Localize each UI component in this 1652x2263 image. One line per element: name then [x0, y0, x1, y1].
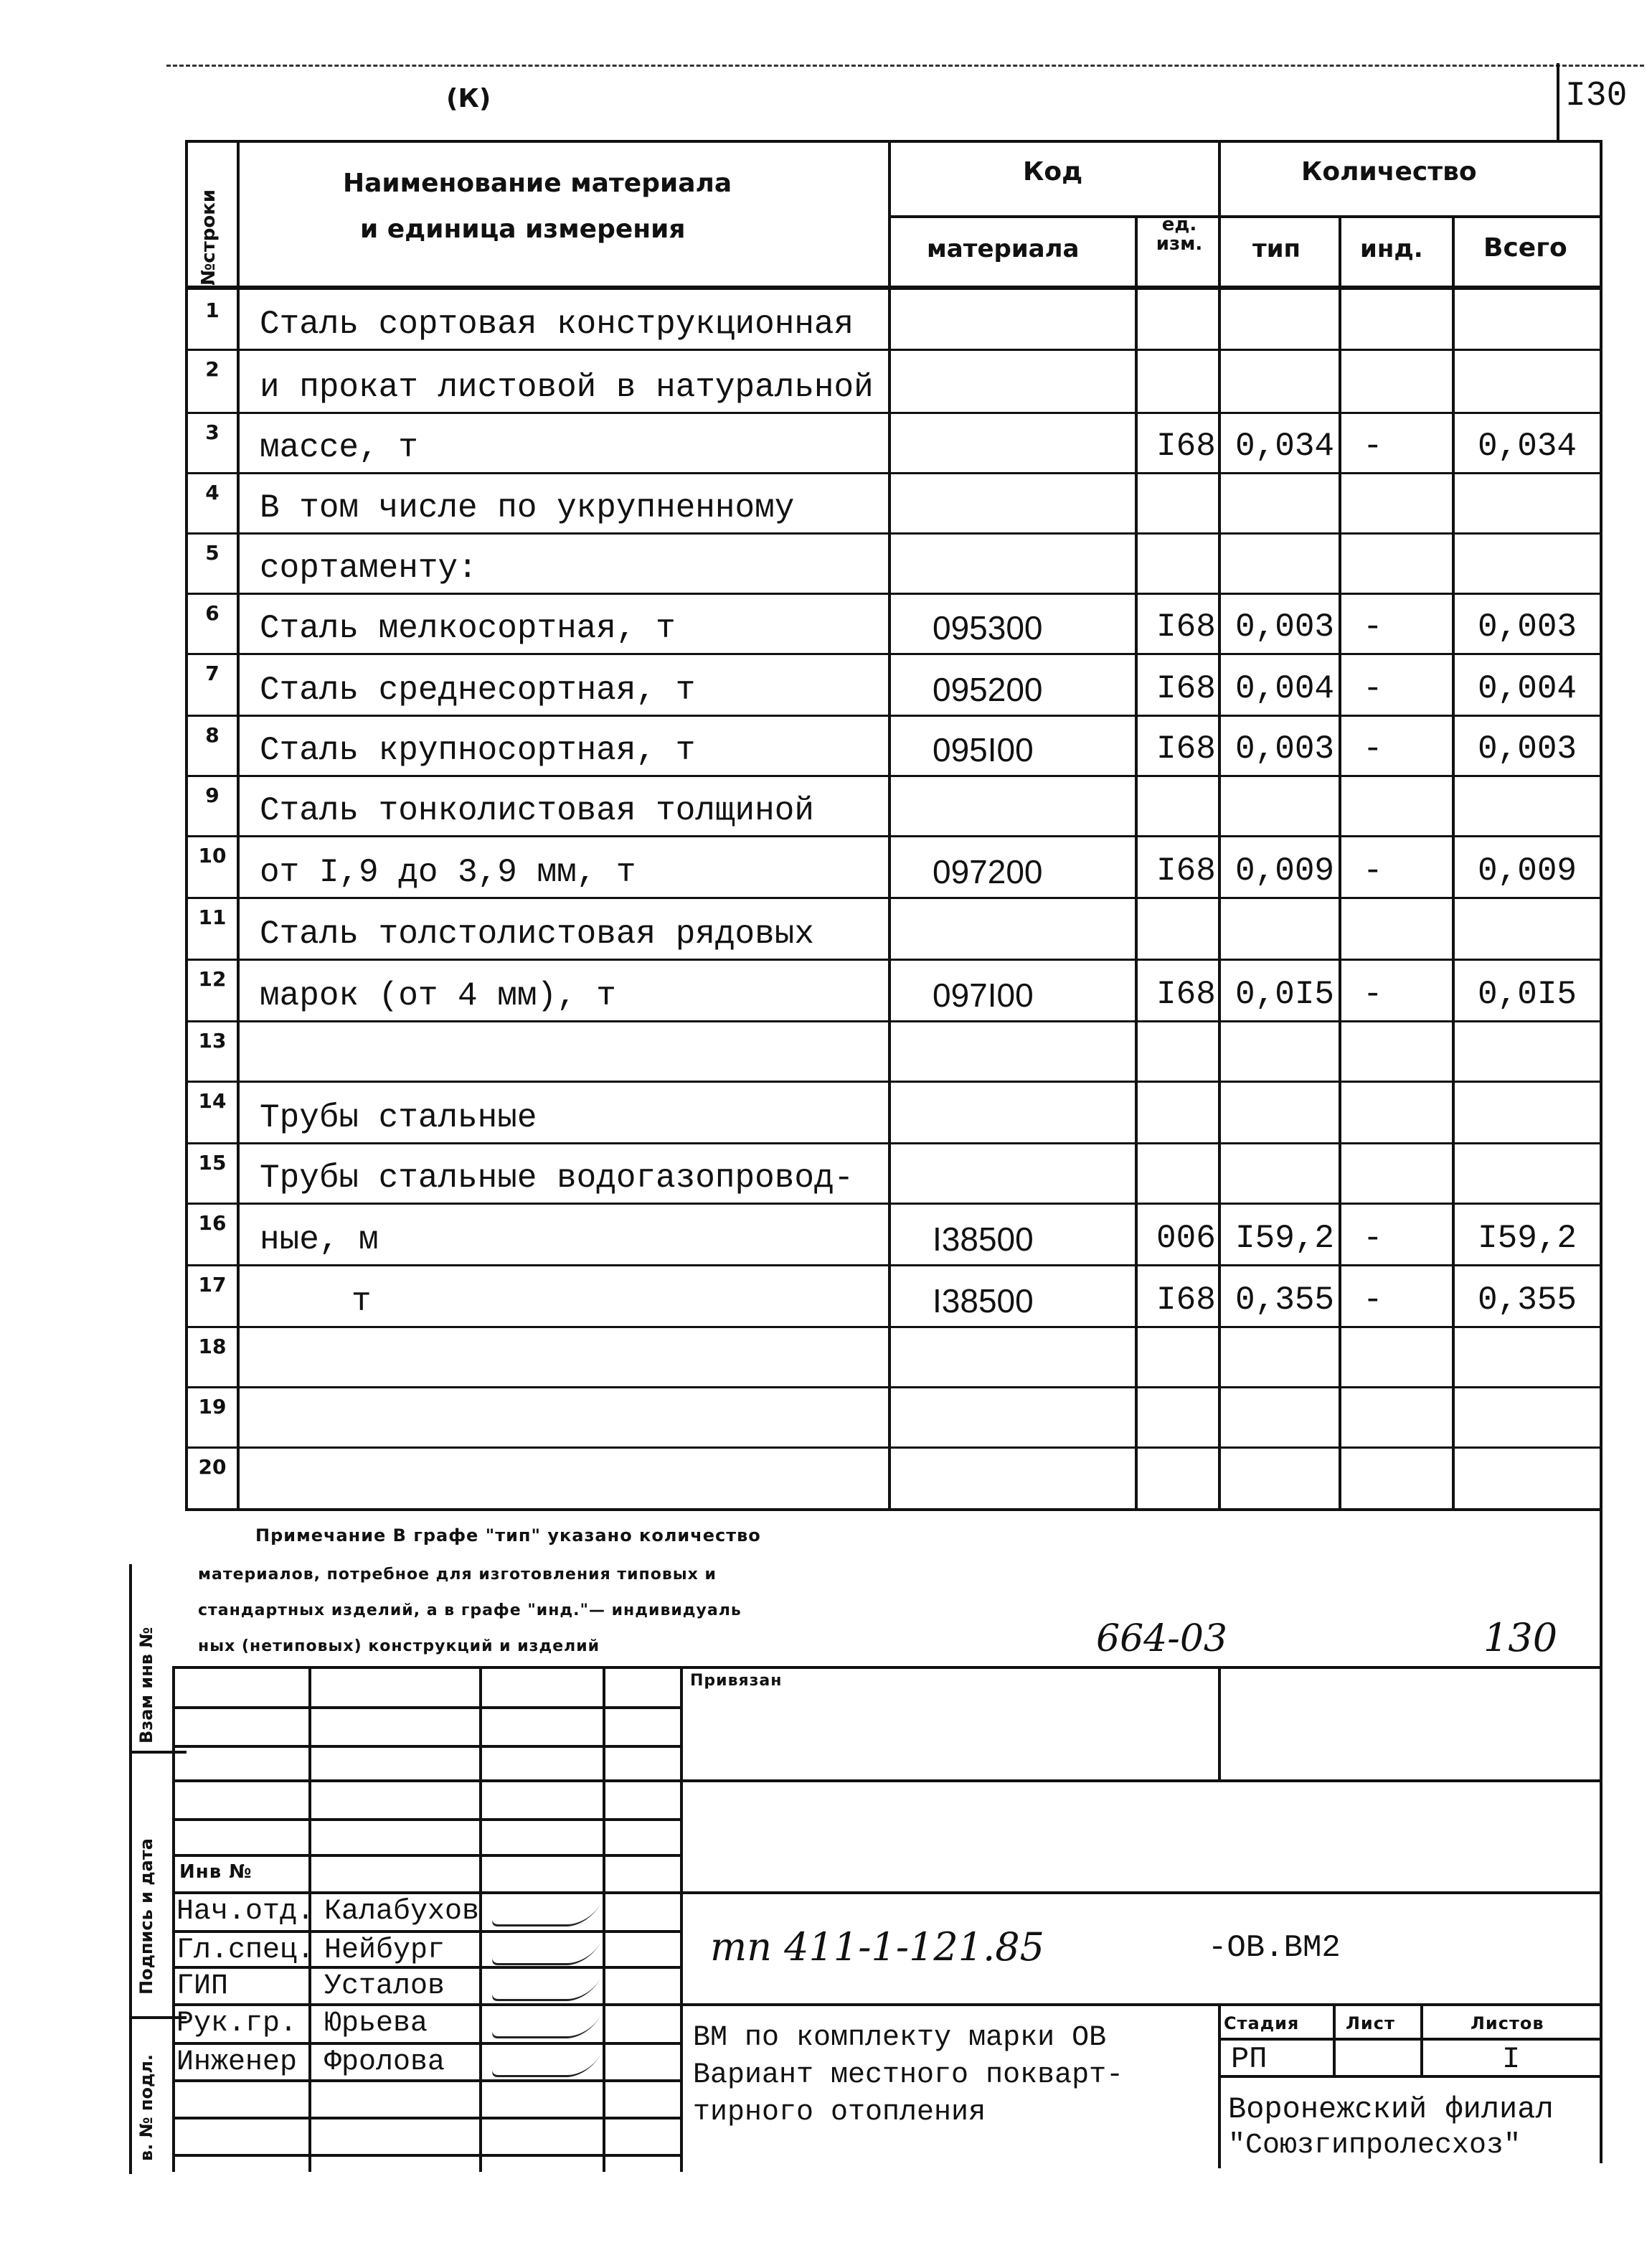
tb-v-name: [479, 1666, 482, 2172]
row-material-name: В том числе по укрупненному: [260, 489, 795, 527]
doc-code-suffix: -ОВ.ВМ2: [1208, 1930, 1341, 1966]
row-divider: [185, 1386, 1603, 1388]
desc-line2: Вариант местного покварт-: [693, 2059, 1124, 2092]
row-total: 0,003: [1478, 730, 1577, 768]
row-material-name: марок (от 4 мм), т: [260, 977, 616, 1015]
row-ind: -: [1363, 730, 1383, 768]
row-divider: [185, 1020, 1603, 1022]
row-tip: 0,034: [1235, 428, 1335, 465]
row-divider: [185, 412, 1603, 414]
signatory-role: Рук.гр.: [176, 2008, 298, 2040]
signatory-role: Инженер: [176, 2046, 298, 2079]
row-code: I38500: [933, 1282, 1034, 1319]
signature-scribble: [489, 1942, 600, 1965]
side-strip-left: [129, 1564, 132, 2174]
row-number: 18: [198, 1335, 227, 1358]
tb-v-listov: [1420, 2003, 1423, 2075]
signature-scribble: [489, 1903, 600, 1926]
tb-stage-line1: [1218, 2038, 1603, 2041]
tb-line-10: [172, 2003, 1603, 2006]
stage-label: Стадия: [1224, 2013, 1300, 2033]
tb-v-list: [1333, 2003, 1336, 2075]
row-tip: 0,0I5: [1235, 976, 1335, 1013]
row-tip: 0,004: [1235, 670, 1335, 707]
signatory-name: Калабухов: [324, 1896, 480, 1928]
row-material-name: и прокат листовой в натуральной: [260, 369, 874, 406]
signatory-name: Усталов: [324, 1970, 445, 2003]
row-total: 0,009: [1478, 852, 1577, 890]
row-material-name: сортаменту:: [260, 550, 478, 587]
header-name-line1: Наименование материала: [343, 169, 732, 198]
header-mid-line: [888, 215, 1603, 218]
note-line2: материалов, потребное для изготовления типовых и: [198, 1566, 717, 1584]
org-line1: Воронежский филиал: [1228, 2092, 1554, 2127]
row-ind: -: [1363, 428, 1383, 465]
row-number: 1: [205, 298, 220, 322]
inv-no-label: Инв №: [179, 1861, 252, 1883]
row-divider: [185, 1203, 1603, 1205]
row-tip: I59,2: [1235, 1220, 1335, 1257]
row-code: 097I00: [933, 977, 1034, 1014]
header-row-number: №строки: [198, 189, 220, 286]
row-unit: I68: [1156, 976, 1216, 1013]
row-ind: -: [1363, 976, 1383, 1013]
privyazan-label: Привязан: [690, 1672, 783, 1690]
tb-stage-line2: [1218, 2075, 1603, 2078]
row-total: I59,2: [1478, 1220, 1577, 1257]
org-line2: "Союзгипролесхоз": [1228, 2130, 1521, 2162]
row-material-name: Сталь крупносортная, т: [260, 732, 696, 769]
sheet-label: Лист: [1346, 2013, 1395, 2033]
stage-value: РП: [1231, 2042, 1268, 2076]
row-ind: -: [1363, 1281, 1383, 1319]
signatory-name: Нейбург: [324, 1934, 445, 1967]
row-ind: -: [1363, 608, 1383, 646]
row-unit: I68: [1156, 608, 1216, 646]
signatory-role: Нач.отд.: [176, 1896, 315, 1928]
ind-col-divider: [1452, 215, 1455, 1510]
tb-v-sign: [603, 1666, 605, 2172]
header-ind: инд.: [1360, 235, 1423, 263]
row-number: 2: [205, 357, 220, 381]
top-border-line: [166, 65, 1644, 67]
header-quantity: Количество: [1301, 157, 1477, 187]
header-tip: тип: [1252, 235, 1301, 263]
row-material-name: Сталь сортовая конструкционная: [260, 306, 854, 343]
name-col-divider: [888, 140, 891, 1510]
unit-col-divider: [1218, 140, 1221, 1510]
note-line4: ных (нетиповых) конструкций и изделий: [198, 1637, 600, 1655]
row-code: 097200: [933, 853, 1043, 890]
row-ind: -: [1363, 852, 1383, 890]
tb-line-1: [172, 1666, 1603, 1669]
row-number: 6: [205, 601, 220, 625]
side-label-sign: Подпись и дата: [136, 1838, 156, 1995]
row-code: 095200: [933, 671, 1043, 708]
sheets-label: Листов: [1471, 2013, 1544, 2033]
row-divider: [185, 1081, 1603, 1083]
row-tip: 0,003: [1235, 730, 1335, 768]
row-number: 9: [205, 784, 220, 807]
row-material-name: Сталь толстолистовая рядовых: [260, 916, 814, 953]
desc-line1: ВМ по комплекту марки ОВ: [693, 2022, 1107, 2054]
row-number: 7: [205, 662, 220, 685]
signature-scribble: [489, 2015, 600, 2038]
row-material-name: массе, т: [260, 429, 418, 466]
row-divider: [185, 897, 1603, 899]
row-divider: [185, 349, 1603, 351]
row-material-name: ные, м: [260, 1221, 379, 1258]
row-divider: [185, 653, 1603, 655]
side-label-inv: Взам инв №: [136, 1627, 156, 1744]
table-top-border: [185, 140, 1603, 143]
tb-v-stage: [1218, 2003, 1221, 2168]
side-label-podl: в. № подл.: [136, 2053, 156, 2161]
tip-col-divider: [1339, 215, 1341, 1510]
row-divider: [185, 1264, 1603, 1266]
row-number: 5: [205, 541, 220, 565]
row-number: 8: [205, 723, 220, 747]
tb-v-date: [680, 1666, 683, 2172]
row-number: 3: [205, 420, 220, 444]
tb-v-left: [172, 1666, 175, 2172]
row-unit: I68: [1156, 428, 1216, 465]
row-number: 11: [198, 905, 227, 929]
rownum-divider: [237, 140, 240, 1510]
row-tip: 0,355: [1235, 1281, 1335, 1319]
note-line1: Примечание В графе "тип" указано количество: [255, 1525, 761, 1545]
note-handwritten-code: 664-03: [1096, 1617, 1227, 1660]
row-material-name: от I,9 до 3,9 мм, т: [260, 854, 636, 891]
signature-scribble: [489, 1977, 600, 2001]
row-number: 16: [198, 1211, 227, 1235]
row-number: 4: [205, 481, 220, 504]
row-divider: [185, 835, 1603, 837]
tb-v-priv: [1218, 1666, 1221, 1779]
header-code: Код: [1023, 157, 1083, 187]
table-left-border: [185, 140, 188, 1510]
tb-line-4: [172, 1779, 1603, 1782]
row-divider: [185, 472, 1603, 474]
row-unit: I68: [1156, 670, 1216, 707]
row-number: 15: [198, 1151, 227, 1175]
row-material-name: Сталь мелкосортная, т: [260, 610, 676, 647]
note-handwritten-sheet: 130: [1483, 1615, 1558, 1660]
doc-code-handwritten: тп 411-1-121.85: [710, 1924, 1045, 1970]
top-mark: (К): [446, 84, 491, 113]
row-material-name: Сталь тонколистовая толщиной: [260, 792, 814, 829]
row-number: 12: [198, 967, 227, 991]
row-divider: [185, 1326, 1603, 1328]
note-line3: стандартных изделий, а в графе "инд."— индивидуаль: [198, 1601, 742, 1619]
note-top-line: [185, 1508, 1603, 1511]
row-unit: 006: [1156, 1220, 1216, 1257]
row-total: 0,034: [1478, 428, 1577, 465]
row-code: 095300: [933, 609, 1043, 646]
row-total: 0,003: [1478, 608, 1577, 646]
row-divider: [185, 1142, 1603, 1144]
row-ind: -: [1363, 670, 1383, 707]
code-col-divider: [1135, 215, 1138, 1510]
header-bottom-line: [185, 286, 1603, 290]
row-number: 17: [198, 1273, 227, 1297]
row-divider: [185, 715, 1603, 717]
header-name-line2: и единица измерения: [360, 215, 686, 244]
table-right-border: [1600, 140, 1603, 2163]
row-code: I38500: [933, 1220, 1034, 1258]
signature-scribble: [489, 2053, 600, 2077]
row-ind: -: [1363, 1220, 1383, 1257]
sheets-value: I: [1502, 2042, 1521, 2076]
sheet-no-divider: [1557, 63, 1559, 142]
signatory-role: ГИП: [176, 1970, 229, 2003]
row-number: 19: [198, 1395, 227, 1419]
row-divider: [185, 959, 1603, 961]
row-number: 20: [198, 1455, 227, 1479]
sheet-number: I30: [1565, 77, 1628, 116]
row-unit: I68: [1156, 852, 1216, 890]
row-number: 14: [198, 1089, 227, 1113]
header-unit: ед. изм.: [1156, 214, 1203, 255]
signatory-role: Гл.спец.: [176, 1934, 315, 1967]
row-material-name: Трубы стальные: [260, 1099, 537, 1137]
row-divider: [185, 1446, 1603, 1449]
header-material: материала: [927, 235, 1080, 263]
header-total: Всего: [1483, 233, 1567, 263]
side-strip-div1: [129, 1751, 187, 1754]
tb-line-7: [172, 1891, 1603, 1894]
signatory-name: Фролова: [324, 2046, 445, 2079]
row-unit: I68: [1156, 1281, 1216, 1319]
row-material-name: Трубы стальные водогазопровод-: [260, 1159, 854, 1197]
row-material-name: Сталь среднесортная, т: [260, 672, 696, 709]
row-total: 0,0I5: [1478, 976, 1577, 1013]
row-number: 13: [198, 1029, 227, 1053]
row-divider: [185, 593, 1603, 595]
row-number: 10: [198, 844, 227, 867]
desc-line3: тирного отопления: [693, 2097, 986, 2129]
row-material-name: т: [351, 1283, 372, 1320]
row-divider: [185, 532, 1603, 535]
row-divider: [185, 775, 1603, 777]
row-unit: I68: [1156, 730, 1216, 768]
row-tip: 0,009: [1235, 852, 1335, 890]
row-total: 0,355: [1478, 1281, 1577, 1319]
row-code: 095I00: [933, 731, 1034, 768]
row-tip: 0,003: [1235, 608, 1335, 646]
signatory-name: Юрьева: [324, 2008, 428, 2040]
row-total: 0,004: [1478, 670, 1577, 707]
